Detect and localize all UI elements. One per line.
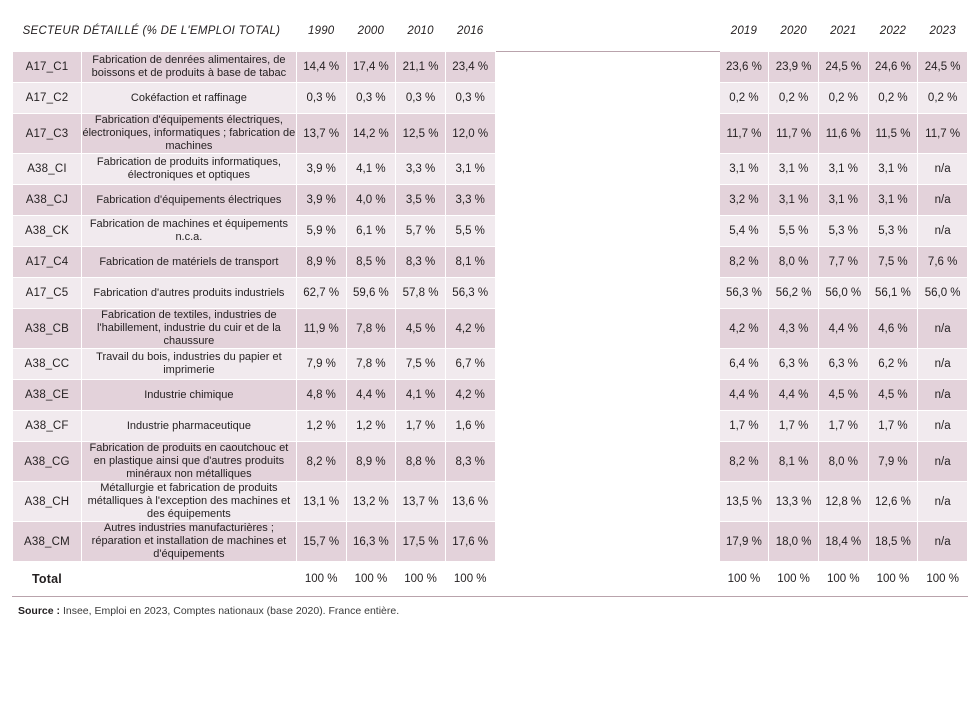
table-row bbox=[13, 216, 968, 247]
row-value: n/a bbox=[918, 411, 968, 442]
row-value: 1,7 % bbox=[719, 411, 769, 442]
row-value: n/a bbox=[918, 216, 968, 247]
row-value: 1,6 % bbox=[445, 411, 495, 442]
table-row bbox=[13, 482, 968, 522]
row-spacer bbox=[495, 411, 719, 442]
row-value: 5,3 % bbox=[818, 216, 868, 247]
row-value: 3,9 % bbox=[296, 185, 346, 216]
row-value: 3,3 % bbox=[396, 154, 446, 185]
row-value: 13,7 % bbox=[396, 482, 446, 522]
header-year-1990: 1990 bbox=[296, 11, 346, 52]
total-value: 100 % bbox=[818, 562, 868, 597]
total-value: 100 % bbox=[868, 562, 918, 597]
row-value: 23,4 % bbox=[445, 52, 495, 83]
row-value: 4,2 % bbox=[719, 309, 769, 349]
row-value: 7,5 % bbox=[868, 247, 918, 278]
row-value: 8,2 % bbox=[719, 442, 769, 482]
row-value: 4,2 % bbox=[445, 309, 495, 349]
row-value: 1,2 % bbox=[346, 411, 396, 442]
row-spacer bbox=[495, 442, 719, 482]
header-year-2019: 2019 bbox=[719, 11, 769, 52]
row-code: A17_C3 bbox=[13, 114, 82, 154]
row-label: Fabrication d'équipements électriques, électroniques, informatiques ; fabrication de machines bbox=[82, 114, 296, 152]
row-value: 8,9 % bbox=[346, 442, 396, 482]
row-value: 4,1 % bbox=[396, 380, 446, 411]
row-value: 11,7 % bbox=[719, 114, 769, 154]
row-value: 12,5 % bbox=[396, 114, 446, 154]
row-value: 4,1 % bbox=[346, 154, 396, 185]
header-year-2016: 2016 bbox=[445, 11, 495, 52]
row-value: 6,4 % bbox=[719, 349, 769, 380]
table-body bbox=[13, 52, 968, 597]
row-value: 17,4 % bbox=[346, 52, 396, 83]
row-value: 8,2 % bbox=[719, 247, 769, 278]
row-value: 14,4 % bbox=[296, 52, 346, 83]
row-value: n/a bbox=[918, 380, 968, 411]
row-value: 1,7 % bbox=[396, 411, 446, 442]
row-value: 18,5 % bbox=[868, 522, 918, 562]
row-code: A17_C2 bbox=[13, 83, 82, 114]
row-code: A17_C5 bbox=[13, 278, 82, 309]
table-row bbox=[13, 247, 968, 278]
row-value: 8,9 % bbox=[296, 247, 346, 278]
row-spacer bbox=[495, 482, 719, 522]
row-value: 1,7 % bbox=[769, 411, 819, 442]
header-row bbox=[13, 11, 968, 52]
row-value: 3,5 % bbox=[396, 185, 446, 216]
row-value: 5,3 % bbox=[868, 216, 918, 247]
row-code: A38_CC bbox=[13, 349, 82, 380]
row-value: 13,2 % bbox=[346, 482, 396, 522]
row-spacer bbox=[495, 52, 719, 83]
row-value: 21,1 % bbox=[396, 52, 446, 83]
row-value: 23,9 % bbox=[769, 52, 819, 83]
row-code: A17_C4 bbox=[13, 247, 82, 278]
row-value: 59,6 % bbox=[346, 278, 396, 309]
row-value: n/a bbox=[918, 185, 968, 216]
row-value: 62,7 % bbox=[296, 278, 346, 309]
row-value: 6,1 % bbox=[346, 216, 396, 247]
row-spacer bbox=[495, 380, 719, 411]
row-code: A38_CM bbox=[13, 522, 82, 562]
total-value: 100 % bbox=[445, 562, 495, 597]
row-code: A38_CH bbox=[13, 482, 82, 522]
total-label-spacer bbox=[81, 562, 296, 597]
row-label: Fabrication de textiles, industries de l'habillement, industrie du cuir et de la chaussure bbox=[81, 309, 296, 349]
row-value: 1,7 % bbox=[818, 411, 868, 442]
row-value: n/a bbox=[918, 309, 968, 349]
row-value: 1,2 % bbox=[296, 411, 346, 442]
row-value: 4,4 % bbox=[769, 380, 819, 411]
header-year-2020: 2020 bbox=[769, 11, 819, 52]
header-year-2021: 2021 bbox=[818, 11, 868, 52]
row-value: 14,2 % bbox=[346, 114, 396, 154]
row-value: 16,3 % bbox=[346, 522, 396, 562]
row-value: 8,1 % bbox=[445, 247, 495, 278]
table-row bbox=[13, 83, 968, 114]
table-row bbox=[13, 349, 968, 380]
row-code: A38_CB bbox=[13, 309, 82, 349]
row-value: 5,9 % bbox=[296, 216, 346, 247]
row-value: 56,0 % bbox=[818, 278, 868, 309]
total-value: 100 % bbox=[719, 562, 769, 597]
row-value: 7,9 % bbox=[296, 349, 346, 380]
row-label: Fabrication d'équipements électriques bbox=[81, 185, 296, 216]
row-value: n/a bbox=[918, 154, 968, 185]
row-value: 13,7 % bbox=[296, 114, 346, 154]
table-row bbox=[13, 442, 968, 482]
row-value: 8,3 % bbox=[445, 442, 495, 482]
row-value: 17,6 % bbox=[445, 522, 495, 562]
row-label: Industrie chimique bbox=[81, 380, 296, 411]
row-value: 56,0 % bbox=[918, 278, 968, 309]
row-value: 3,1 % bbox=[445, 154, 495, 185]
header-sector-title: SECTEUR DÉTAILLÉ (% DE L'EMPLOI TOTAL) bbox=[13, 11, 297, 52]
row-value: n/a bbox=[918, 349, 968, 380]
row-value: 56,3 % bbox=[719, 278, 769, 309]
row-value: 11,5 % bbox=[868, 114, 918, 154]
row-code: A38_CI bbox=[13, 154, 82, 185]
row-value: 11,7 % bbox=[918, 114, 968, 154]
row-value: 0,2 % bbox=[818, 83, 868, 114]
row-value: 7,8 % bbox=[346, 309, 396, 349]
total-value: 100 % bbox=[918, 562, 968, 597]
row-value: 0,3 % bbox=[396, 83, 446, 114]
row-label: Fabrication de machines et équipements n.c.a. bbox=[81, 216, 296, 247]
row-value: 17,5 % bbox=[396, 522, 446, 562]
row-value: 11,7 % bbox=[769, 114, 819, 154]
row-value: 4,0 % bbox=[346, 185, 396, 216]
row-spacer bbox=[495, 278, 719, 309]
row-value: 6,3 % bbox=[818, 349, 868, 380]
total-value: 100 % bbox=[296, 562, 346, 597]
row-label: Industrie pharmaceutique bbox=[81, 411, 296, 442]
row-value: 12,0 % bbox=[445, 114, 495, 154]
row-value: 7,7 % bbox=[818, 247, 868, 278]
total-spacer bbox=[495, 562, 719, 597]
table-row bbox=[13, 309, 968, 349]
row-value: 56,3 % bbox=[445, 278, 495, 309]
row-value: 8,3 % bbox=[396, 247, 446, 278]
row-value: 11,6 % bbox=[818, 114, 868, 154]
employment-share-table bbox=[12, 10, 968, 597]
row-label: Cokéfaction et raffinage bbox=[81, 83, 296, 114]
row-value: 4,4 % bbox=[719, 380, 769, 411]
row-value: 5,7 % bbox=[396, 216, 446, 247]
row-spacer bbox=[495, 247, 719, 278]
row-spacer bbox=[495, 522, 719, 562]
row-label: Autres industries manufacturières ; réparation et installation de machines et d'équipements bbox=[81, 522, 296, 562]
row-value: 3,1 % bbox=[868, 154, 918, 185]
row-code: A38_CE bbox=[13, 380, 82, 411]
row-value: 56,2 % bbox=[769, 278, 819, 309]
row-value: 0,3 % bbox=[445, 83, 495, 114]
row-value: 8,8 % bbox=[396, 442, 446, 482]
row-value: 18,4 % bbox=[818, 522, 868, 562]
row-value: 6,7 % bbox=[445, 349, 495, 380]
row-value: 3,2 % bbox=[719, 185, 769, 216]
source-label: Source : bbox=[18, 605, 61, 617]
header-year-2023: 2023 bbox=[918, 11, 968, 52]
row-value: 15,7 % bbox=[296, 522, 346, 562]
table-head bbox=[13, 11, 968, 52]
table-row bbox=[13, 380, 968, 411]
row-value: 4,5 % bbox=[396, 309, 446, 349]
row-label: Fabrication de matériels de transport bbox=[81, 247, 296, 278]
row-spacer bbox=[495, 114, 719, 154]
row-value: n/a bbox=[918, 482, 968, 522]
row-code: A38_CJ bbox=[13, 185, 82, 216]
header-year-2010: 2010 bbox=[396, 11, 446, 52]
row-value: 0,3 % bbox=[346, 83, 396, 114]
row-value: 8,0 % bbox=[818, 442, 868, 482]
total-value: 100 % bbox=[396, 562, 446, 597]
row-spacer bbox=[495, 309, 719, 349]
row-value: 57,8 % bbox=[396, 278, 446, 309]
row-value: 6,2 % bbox=[868, 349, 918, 380]
row-value: 0,2 % bbox=[769, 83, 819, 114]
row-code: A38_CK bbox=[13, 216, 82, 247]
table-row bbox=[13, 185, 968, 216]
row-value: 11,9 % bbox=[296, 309, 346, 349]
row-value: 17,9 % bbox=[719, 522, 769, 562]
row-value: 24,5 % bbox=[918, 52, 968, 83]
row-value: 5,5 % bbox=[445, 216, 495, 247]
row-value: n/a bbox=[918, 442, 968, 482]
row-value: 24,5 % bbox=[818, 52, 868, 83]
row-value: 0,2 % bbox=[918, 83, 968, 114]
row-value: 8,5 % bbox=[346, 247, 396, 278]
row-value: 13,3 % bbox=[769, 482, 819, 522]
table-row bbox=[13, 114, 968, 154]
row-value: 5,5 % bbox=[769, 216, 819, 247]
table-row bbox=[13, 154, 968, 185]
row-value: 24,6 % bbox=[868, 52, 918, 83]
row-spacer bbox=[495, 216, 719, 247]
row-value: 4,5 % bbox=[818, 380, 868, 411]
row-spacer bbox=[495, 349, 719, 380]
row-label: Fabrication d'autres produits industriels bbox=[81, 278, 296, 309]
row-value: 3,3 % bbox=[445, 185, 495, 216]
row-code: A38_CF bbox=[13, 411, 82, 442]
row-value: 3,1 % bbox=[868, 185, 918, 216]
row-value: 5,4 % bbox=[719, 216, 769, 247]
source-text: Insee, Emploi en 2023, Comptes nationaux (base 2020). France entière. bbox=[62, 605, 400, 617]
row-value: 4,4 % bbox=[346, 380, 396, 411]
row-value: 3,1 % bbox=[818, 154, 868, 185]
row-value: 4,6 % bbox=[868, 309, 918, 349]
row-spacer bbox=[495, 154, 719, 185]
row-value: 23,6 % bbox=[719, 52, 769, 83]
table-row bbox=[13, 522, 968, 562]
row-value: 4,8 % bbox=[296, 380, 346, 411]
row-label: Travail du bois, industries du papier et imprimerie bbox=[81, 349, 296, 380]
row-label: Fabrication de denrées alimentaires, de boissons et de produits à base de tabac bbox=[81, 52, 296, 83]
total-value: 100 % bbox=[769, 562, 819, 597]
table-row bbox=[13, 52, 968, 83]
row-value: 18,0 % bbox=[769, 522, 819, 562]
row-value: 7,8 % bbox=[346, 349, 396, 380]
row-value: 4,2 % bbox=[445, 380, 495, 411]
row-spacer bbox=[495, 83, 719, 114]
row-spacer bbox=[495, 185, 719, 216]
total-row bbox=[13, 562, 968, 597]
row-value: 7,5 % bbox=[396, 349, 446, 380]
row-value: 8,2 % bbox=[296, 442, 346, 482]
header-year-2000: 2000 bbox=[346, 11, 396, 52]
row-value: 1,7 % bbox=[868, 411, 918, 442]
row-label: Fabrication de produits en caoutchouc et en plastique ainsi que d'autres produits minéraux non métalliques bbox=[81, 442, 296, 482]
row-value: 3,1 % bbox=[818, 185, 868, 216]
row-value: 4,4 % bbox=[818, 309, 868, 349]
row-value: 3,1 % bbox=[769, 154, 819, 185]
total-value: 100 % bbox=[346, 562, 396, 597]
row-value: 0,2 % bbox=[719, 83, 769, 114]
row-value: 3,1 % bbox=[769, 185, 819, 216]
row-label: Métallurgie et fabrication de produits métalliques à l'exception des machines et des équipements bbox=[81, 482, 296, 522]
row-value: 3,9 % bbox=[296, 154, 346, 185]
row-value: 0,2 % bbox=[868, 83, 918, 114]
row-value: 4,3 % bbox=[769, 309, 819, 349]
row-value: 13,5 % bbox=[719, 482, 769, 522]
row-value: 8,0 % bbox=[769, 247, 819, 278]
row-label: Fabrication de produits informatiques, électroniques et optiques bbox=[81, 154, 296, 185]
row-code: A17_C1 bbox=[13, 52, 82, 83]
row-value: 0,3 % bbox=[296, 83, 346, 114]
row-value: 7,9 % bbox=[868, 442, 918, 482]
row-value: n/a bbox=[918, 522, 968, 562]
row-value: 13,6 % bbox=[445, 482, 495, 522]
row-value: 8,1 % bbox=[769, 442, 819, 482]
header-year-2022: 2022 bbox=[868, 11, 918, 52]
row-value: 12,6 % bbox=[868, 482, 918, 522]
row-value: 3,1 % bbox=[719, 154, 769, 185]
row-value: 7,6 % bbox=[918, 247, 968, 278]
row-value: 13,1 % bbox=[296, 482, 346, 522]
row-value: 56,1 % bbox=[868, 278, 918, 309]
row-value: 6,3 % bbox=[769, 349, 819, 380]
table-row bbox=[13, 411, 968, 442]
row-value: 12,8 % bbox=[818, 482, 868, 522]
row-value: 4,5 % bbox=[868, 380, 918, 411]
header-spacer bbox=[495, 11, 719, 52]
total-label: Total bbox=[13, 562, 82, 597]
source-note bbox=[12, 605, 968, 617]
row-code: A38_CG bbox=[13, 442, 82, 482]
table-row bbox=[13, 278, 968, 309]
